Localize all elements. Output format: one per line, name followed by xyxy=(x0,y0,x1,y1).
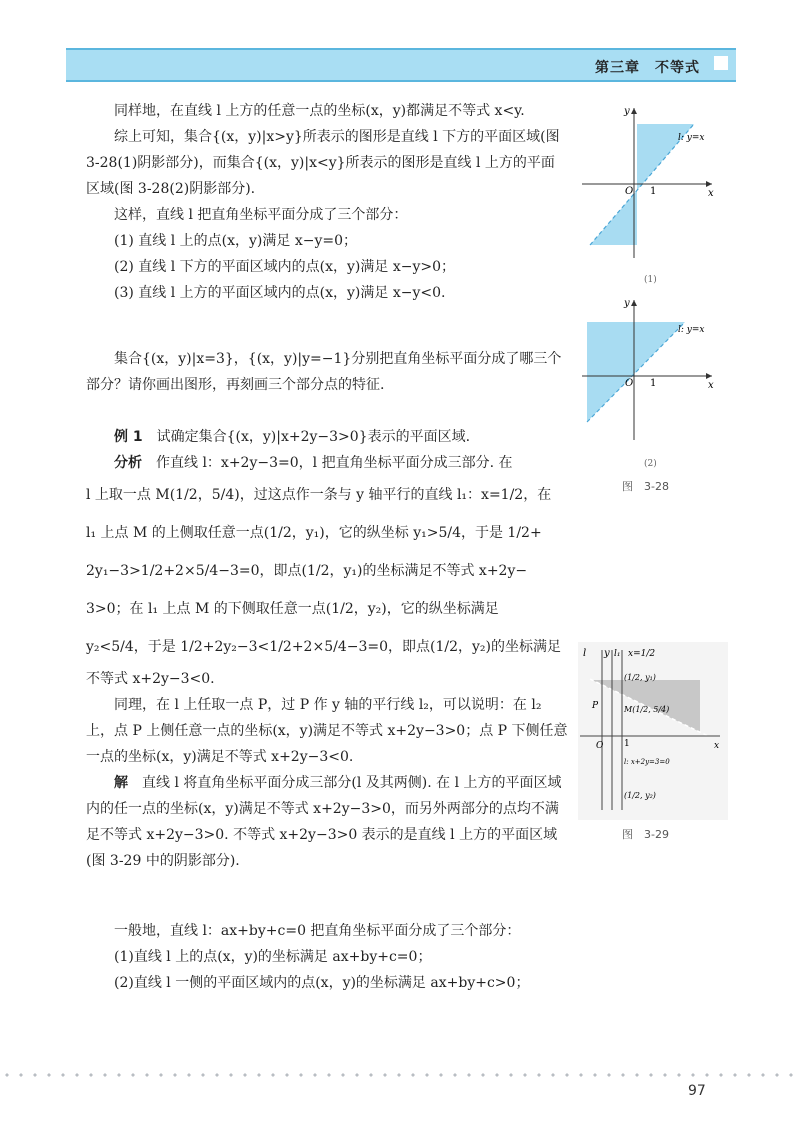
page-number: 97 xyxy=(688,1083,706,1099)
origin-label: O xyxy=(596,741,604,751)
list-item: (2)直线 l 一侧的平面区域内的点(x，y)的坐标满足 ax+by+c>0； xyxy=(114,975,530,991)
analysis-line xyxy=(86,450,568,476)
analysis-text: 作直线 l：x+2y−3=0，l 把直角坐标平面分成三部分. 在 xyxy=(156,455,513,471)
y-label: y xyxy=(624,106,630,117)
paragraph: 同样地，在直线 l 上方的任意一点的坐标(x，y)都满足不等式 x<y. xyxy=(114,103,525,119)
analysis-line: l₁ 上点 M 的上侧取任意一点(1/2，y₁)，它的纵坐标 y₁>5/4，于是 1/2+ xyxy=(86,525,542,541)
list-item: (3) 直线 l 上方的平面区域内的点(x，y)满足 x−y<0. xyxy=(114,285,446,301)
y-label: y xyxy=(624,298,630,309)
y-axis-arrow-icon xyxy=(631,108,637,114)
y-label: y xyxy=(604,648,610,659)
tick-one: 1 xyxy=(650,186,657,197)
same-reasoning: 同理，在 l 上任取一点 P，过 P 作 y 轴的平行线 l₂，可以说明：在 l₂ 上，点 P 上侧任意一点的坐标(x，y)满足不等式 x+2y−3>0；点 P 下侧任意一点的坐标(x，y)满足不等式 x+2y−3<0. xyxy=(86,697,568,765)
analysis-line: 2y₁−3>1/2+2×5/4−3=0，即点(1/2，y₁)的坐标满足不等式 x+2y− xyxy=(86,563,528,579)
x-label: x xyxy=(708,188,714,199)
x-eq-label: x=1/2 xyxy=(628,649,656,659)
figure-3-29 xyxy=(578,642,728,820)
example-text: 试确定集合{(x，y)|x+2y−3>0}表示的平面区域. xyxy=(156,429,471,445)
line-label: l: y=x xyxy=(678,325,705,335)
figure-caption: 图 3-28 xyxy=(622,480,669,493)
footer-divider xyxy=(0,1073,800,1077)
text-block-1 xyxy=(86,98,568,306)
paragraph: 一般地，直线 l：ax+by+c=0 把直角坐标平面分成了三个部分： xyxy=(114,923,521,939)
l1-label: l₁ xyxy=(614,649,621,659)
x-label: x xyxy=(714,741,720,751)
subfigure-label: (1) xyxy=(644,275,657,285)
x-label: x xyxy=(708,380,714,391)
general-block xyxy=(86,918,568,996)
header-square-icon xyxy=(714,56,728,70)
analysis-line: l 上取一点 M(1/2，5/4)，过这点作一条与 y 轴平行的直线 l₁：x=1/2，在 xyxy=(86,487,552,503)
l-label: l xyxy=(583,648,587,659)
chapter-header xyxy=(66,48,736,82)
analysis-line: y₂<5/4，于是 1/2+2y₂−3<1/2+2×5/4−3=0，即点(1/2，y₂)的坐标满足 xyxy=(86,639,561,655)
analysis-line: 3>0；在 l₁ 上点 M 的下侧取任意一点(1/2，y₂)，它的纵坐标满足 xyxy=(86,601,499,617)
solution-text: 直线 l 将直角坐标平面分成三部分(l 及其两侧). 在 l 上方的平面区域内的任一点的坐标(x，y)满足不等式 x+2y−3>0，而另外两部分的点均不满足不等式 x+2y−3>0. 不等式 x+2y−3>0 表示的是直线 l 上方的平面区域(图 3-29 中的阴影部分). xyxy=(86,775,562,869)
solution-line xyxy=(86,770,568,874)
figure-3-28-2 xyxy=(580,294,720,474)
figure-caption: 图 3-29 xyxy=(622,828,669,841)
example-label: 例 1 xyxy=(114,429,143,445)
analysis-line: 不等式 x+2y−3<0. xyxy=(86,671,215,687)
list-item: (1)直线 l 上的点(x，y)的坐标满足 ax+by+c=0； xyxy=(114,949,432,965)
origin-label: O xyxy=(625,186,634,197)
line-eq-label: l: x+2y=3=0 xyxy=(624,758,670,766)
x-axis-arrow-icon xyxy=(706,373,712,379)
y-axis-arrow-icon xyxy=(631,300,637,306)
subfigure-label: (2) xyxy=(644,459,657,469)
paragraph: 这样，直线 l 把直角坐标平面分成了三个部分： xyxy=(114,207,408,223)
line-label: l: y=x xyxy=(678,133,705,143)
question-text: 集合{(x，y)|x=3}，{(x，y)|y=−1}分别把直角坐标平面分成了哪三个部分？请你画出图形，再刻画三个部分点的特征. xyxy=(86,351,562,393)
analysis-label: 分析 xyxy=(114,455,142,471)
paragraph: 综上可知，集合{(x，y)|x>y}所表示的图形是直线 l 下方的平面区域(图 3-28(1)阴影部分)，而集合{(x，y)|x<y}所表示的图形是直线 l 上方的平面区域(图 3-28(2)阴影部分). xyxy=(86,129,560,197)
list-item: (2) 直线 l 下方的平面区域内的点(x，y)满足 x−y>0； xyxy=(114,259,456,275)
example-block xyxy=(86,424,568,874)
point-m-label: M(1/2, 5/4) xyxy=(624,705,670,714)
origin-label: O xyxy=(625,378,634,389)
point-y2-label: (1/2, y₂) xyxy=(624,791,656,800)
chapter-title: 第三章 不等式 xyxy=(595,60,700,76)
tick-one: 1 xyxy=(624,739,630,749)
solution-label: 解 xyxy=(114,775,128,791)
example-line xyxy=(86,424,568,450)
figure-3-28-1 xyxy=(580,100,720,290)
x-axis-arrow-icon xyxy=(706,181,712,187)
point-p-label: P xyxy=(592,701,599,711)
list-item: (1) 直线 l 上的点(x，y)满足 x−y=0； xyxy=(114,233,358,249)
tick-one: 1 xyxy=(650,378,657,389)
point-y1-label: (1/2, y₁) xyxy=(624,673,656,682)
question-block xyxy=(86,346,568,398)
